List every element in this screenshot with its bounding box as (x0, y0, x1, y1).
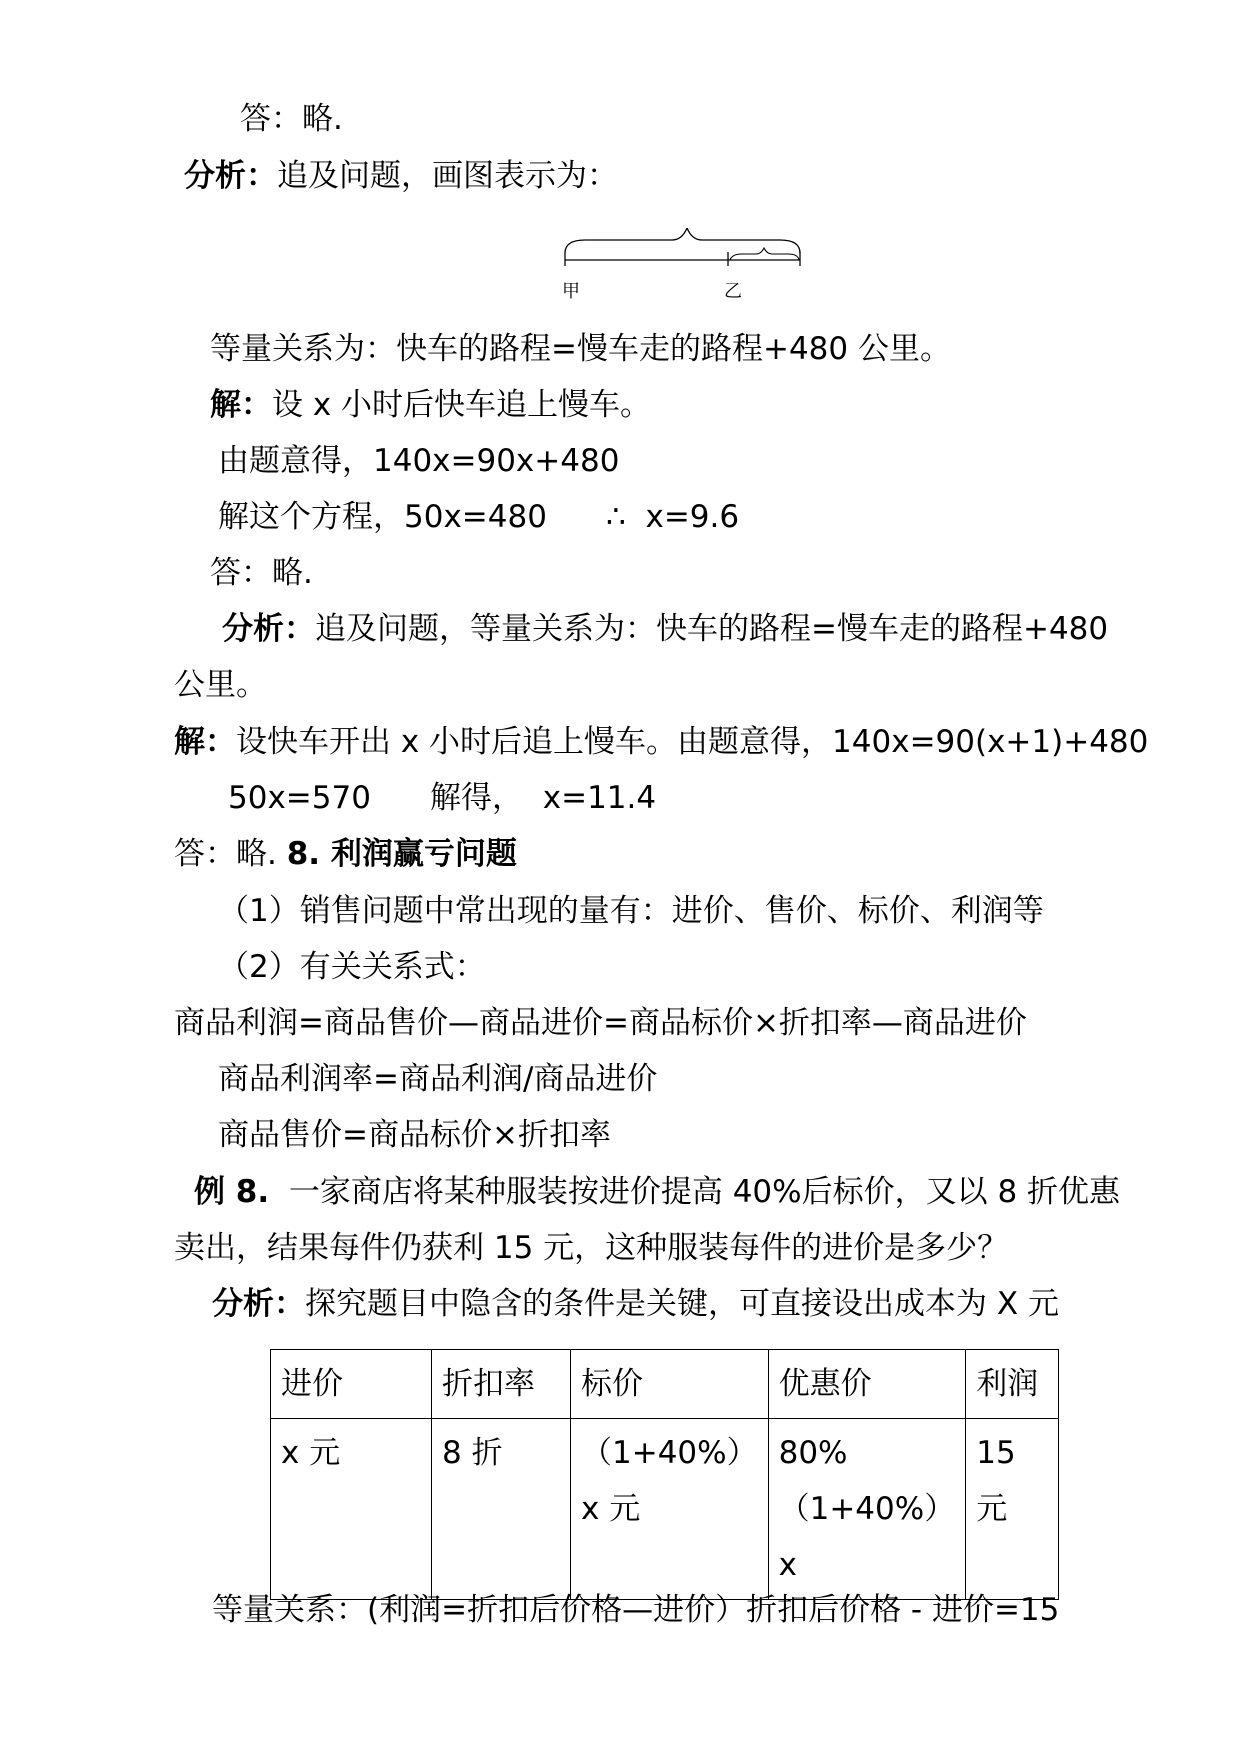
analysis-label: 分析： (184, 158, 277, 194)
table-header-cell: 利润 (966, 1350, 1059, 1419)
table-cell: 80% （1+40%） x (768, 1419, 966, 1600)
equation-line-3: 50x=570 解得， x=11.4 (228, 780, 657, 816)
equation-line-1: 由题意得，140x=90x+480 (218, 443, 620, 479)
label-yi: 乙 (724, 281, 742, 302)
price-table (270, 1349, 1059, 1600)
pursuit-diagram (560, 228, 820, 308)
table-cell: 15 元 (966, 1419, 1059, 1600)
formula-line-3: 商品售价=商品标价×折扣率 (218, 1117, 611, 1153)
table-header-row (271, 1350, 1059, 1419)
example-line-1 (194, 1172, 1120, 1212)
relation-line-1: 等量关系为：快车的路程=慢车走的路程+480 公里。 (210, 331, 951, 367)
label-jia: 甲 (562, 281, 580, 302)
analysis-label: 分析： (212, 1286, 305, 1322)
analysis-line-2 (222, 609, 1108, 649)
analysis-text: 追及问题，画图表示为： (277, 158, 618, 194)
list-item-1: （1）销售问题中常出现的量有：进价、售价、标价、利润等 (218, 893, 1044, 929)
table-header-cell: 折扣率 (432, 1350, 571, 1419)
solution-label: 解： (210, 387, 272, 423)
solution-line-1 (210, 385, 651, 425)
solution-text: 设 x 小时后快车追上慢车。 (272, 387, 652, 423)
answer-line-1: 答：略. (240, 101, 343, 137)
solution-text: 设快车开出 x 小时后追上慢车。由题意得，140x=90(x+1)+480 (236, 724, 1149, 760)
analysis-text: 追及问题，等量关系为：快车的路程=慢车走的路程+480 (315, 611, 1109, 647)
section-heading: 8. 利润赢亏问题 (286, 836, 517, 872)
analysis-line-2-cont: 公里。 (174, 667, 267, 703)
table-header-cell: 优惠价 (768, 1350, 966, 1419)
formula-line-1: 商品利润=商品售价—商品进价=商品标价×折扣率—商品进价 (174, 1005, 1027, 1041)
table-cell: x 元 (271, 1419, 432, 1600)
analysis-line-3 (212, 1284, 1059, 1324)
analysis-line-1 (184, 156, 618, 196)
relation-line-final: 等量关系：(利润=折扣后价格—进价）折扣后价格 - 进价=15 (212, 1592, 1060, 1628)
table-header-cell: 标价 (571, 1350, 769, 1419)
table-cell: 8 折 (432, 1419, 571, 1600)
example-label: 例 8. (194, 1174, 270, 1210)
table-header-cell: 进价 (271, 1350, 432, 1419)
solution-line-2 (174, 722, 1148, 762)
answer-text: 答：略. (174, 836, 287, 872)
analysis-label: 分析： (222, 611, 315, 647)
equation-line-2: 解这个方程，50x=480 ∴ x=9.6 (218, 499, 740, 535)
lower-brace (730, 248, 799, 260)
example-line-2: 卖出，结果每件仍获利 15 元，这种服装每件的进价是多少？ (174, 1230, 1009, 1266)
list-item-2: （2）有关关系式： (218, 949, 486, 985)
table-cell: （1+40%） x 元 (571, 1419, 769, 1600)
solution-label: 解： (174, 724, 236, 760)
answer-line-2: 答：略. (210, 555, 313, 591)
table-row (271, 1419, 1059, 1600)
answer-and-heading-line (174, 834, 517, 874)
formula-line-2: 商品利润率=商品利润/商品进价 (218, 1061, 658, 1097)
example-text: 一家商店将某种服装按进价提高 40%后标价，又以 8 折优惠 (269, 1174, 1121, 1210)
analysis-text: 探究题目中隐含的条件是关键，可直接设出成本为 X 元 (305, 1286, 1059, 1322)
